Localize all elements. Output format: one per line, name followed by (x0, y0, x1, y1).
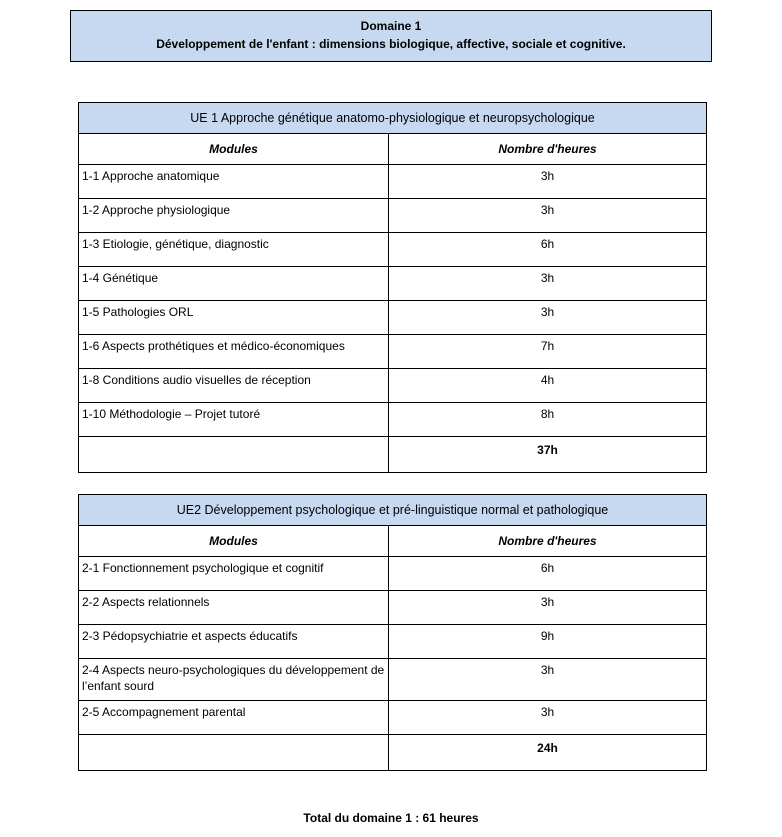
module-hours: 7h (389, 335, 707, 369)
module-hours: 9h (389, 625, 707, 659)
ue2-total-hours: 24h (389, 735, 707, 771)
module-name: 2-4 Aspects neuro-psychologiques du développement de l’enfant sourd (79, 659, 389, 701)
table-row (79, 301, 707, 335)
ue1-total-hours: 37h (389, 437, 707, 473)
module-hours: 3h (389, 199, 707, 233)
table-row (79, 233, 707, 267)
module-name: 1-1 Approche anatomique (79, 165, 389, 199)
table-row (79, 625, 707, 659)
table-row (79, 335, 707, 369)
table-row (79, 165, 707, 199)
module-name: 1-10 Méthodologie – Projet tutoré (79, 403, 389, 437)
ue1-col-hours: Nombre d'heures (389, 134, 707, 165)
table-row (79, 267, 707, 301)
domain-title: Développement de l'enfant : dimensions biologique, affective, sociale et cognitive. (156, 37, 626, 51)
module-hours: 3h (389, 701, 707, 735)
ue1-title: UE 1 Approche génétique anatomo-physiologique et neuropsychologique (79, 103, 707, 134)
ue1-table (78, 102, 707, 473)
module-name: 2-2 Aspects relationnels (79, 591, 389, 625)
domain-grand-total: Total du domaine 1 : 61 heures (303, 811, 479, 825)
table-row (79, 369, 707, 403)
total-empty-cell (79, 735, 389, 771)
ue2-table (78, 494, 707, 771)
table-row (79, 659, 707, 701)
table-row (79, 591, 707, 625)
total-row (79, 437, 707, 473)
module-hours: 3h (389, 165, 707, 199)
module-name: 2-1 Fonctionnement psychologique et cognitif (79, 557, 389, 591)
module-hours: 3h (389, 301, 707, 335)
total-empty-cell (79, 437, 389, 473)
module-hours: 6h (389, 233, 707, 267)
module-hours: 3h (389, 267, 707, 301)
table-row (79, 199, 707, 233)
ue2-title: UE2 Développement psychologique et pré-linguistique normal et pathologique (79, 495, 707, 526)
module-name: 1-4 Génétique (79, 267, 389, 301)
domain-header (70, 10, 712, 62)
table-row (79, 557, 707, 591)
ue2-col-modules: Modules (79, 526, 389, 557)
ue2-col-hours: Nombre d'heures (389, 526, 707, 557)
module-name: 1-6 Aspects prothétiques et médico-économiques (79, 335, 389, 369)
table-row (79, 701, 707, 735)
module-hours: 3h (389, 659, 707, 701)
module-hours: 6h (389, 557, 707, 591)
module-hours: 3h (389, 591, 707, 625)
module-name: 1-3 Etiologie, génétique, diagnostic (79, 233, 389, 267)
ue1-col-modules: Modules (79, 134, 389, 165)
table-row (79, 403, 707, 437)
module-hours: 4h (389, 369, 707, 403)
module-name: 1-8 Conditions audio visuelles de réception (79, 369, 389, 403)
module-name: 1-2 Approche physiologique (79, 199, 389, 233)
module-name: 2-3 Pédopsychiatrie et aspects éducatifs (79, 625, 389, 659)
module-name: 2-5 Accompagnement parental (79, 701, 389, 735)
domain-number: Domaine 1 (360, 19, 422, 33)
total-row (79, 735, 707, 771)
module-hours: 8h (389, 403, 707, 437)
module-name: 1-5 Pathologies ORL (79, 301, 389, 335)
